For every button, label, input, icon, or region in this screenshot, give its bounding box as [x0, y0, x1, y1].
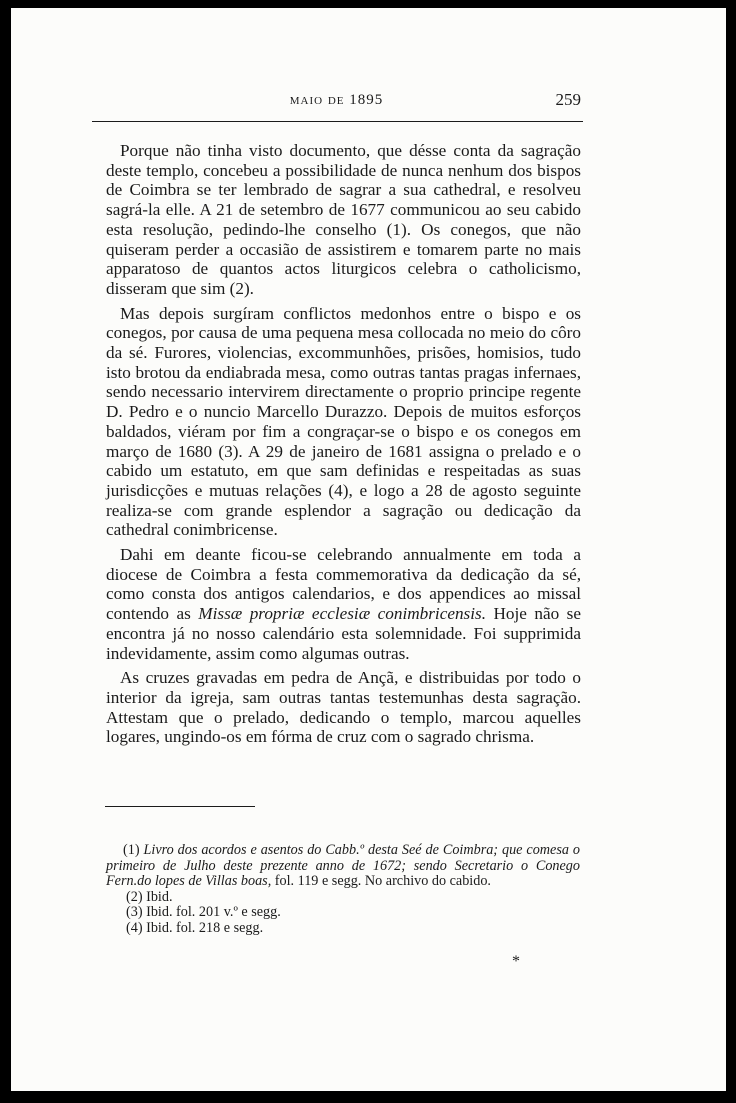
footnote-1-reference: fol. 119 e segg. No archivo do cabido.	[271, 873, 491, 890]
paragraph-4: As cruzes gravadas em pedra de Ançã, e distribuidas por todo o interior da igreja, sam outras tantas testemunhas desta sagração. Attestam que o prelado, dedicando o templo, marcou aquelles logares, ungindo-os em fórma de cruz com o sagrado chrisma.	[106, 668, 581, 747]
header-rule	[92, 121, 583, 122]
footnote-1-number: (1)	[123, 842, 140, 858]
body-text	[106, 141, 581, 752]
paragraph-2: Mas depois surgíram conflictos medonhos entre o bispo e os conegos, por causa de uma pequena mesa collocada no meio do côro da sé. Furores, violencias, excommunhões, prisões, homisios, tudo isto brotou da endiabrada mesa, como outras tantas pragas infernaes, sendo necessario intervirem directamente o proprio principe regente D. Pedro e o nuncio Marcello Durazzo. Depois de muitos esforços baldados, viéram por fim a congraçar-se o bispo e os conegos em março de 1680 (3). A 29 de janeiro de 1681 assigna o prelado e o cabido um estatuto, em que sam definidas e respeitadas as suas jurisdicções e mutuas relações (4), e logo a 28 de agosto seguinte realiza-se com grande esplendor a sagração ou dedicação da cathedral conimbricense.	[106, 303, 581, 540]
footnote-3: (3) Ibid. fol. 201 v.º e segg.	[126, 904, 281, 921]
running-header	[92, 90, 581, 116]
footnote-4: (4) Ibid. fol. 218 e segg.	[126, 919, 264, 936]
missal-title: Missæ propriæ ecclesiæ conimbricensis.	[198, 604, 486, 624]
footnotes	[106, 843, 580, 937]
footnote-2: (2) Ibid.	[126, 888, 173, 905]
footnote-1-source-title: Livro dos acordos e asentos do Cabb.º desta Seé de Coimbra; que comesa o primeiro de Julho deste prezente anno de 1672; sendo Secretario o Conego Fern.do lopes de Villas boas,	[106, 842, 580, 890]
paragraph-3	[106, 545, 581, 663]
end-mark: *	[512, 953, 520, 970]
footnote-1	[106, 843, 580, 890]
paragraph-3-text-a: Dahi em deante ficou-se celebrando annualmente em toda a diocese de Coimbra a festa commemorativa da dedicação da sé, como consta dos antigos calendarios, e dos appendices ao missal contendo as	[106, 545, 581, 624]
footnote-rule	[105, 806, 255, 807]
paragraph-3-text-b: Hoje não se encontra já no nosso calendário esta solemnidade. Foi supprimida indevidamente, assim como algumas outras.	[106, 604, 581, 663]
page-number: 259	[555, 90, 581, 109]
paragraph-1: Porque não tinha visto documento, que désse conta da sagração deste templo, concebeu a possibilidade de nunca nenhum dos bispos de Coimbra se ter lembrado de sagrar a sua cathedral, e resolveu sagrá-la elle. A 21 de setembro de 1677 communicou ao seu cabido esta resolução, pedindo-lhe conselho (1). Os conegos, que não quiseram perder a occasião de assistirem e tomarem parte no mais apparatoso de quantos actos liturgicos celebra o catholicismo, disseram que sim (2).	[106, 141, 581, 298]
running-title: maio de 1895	[289, 92, 384, 108]
